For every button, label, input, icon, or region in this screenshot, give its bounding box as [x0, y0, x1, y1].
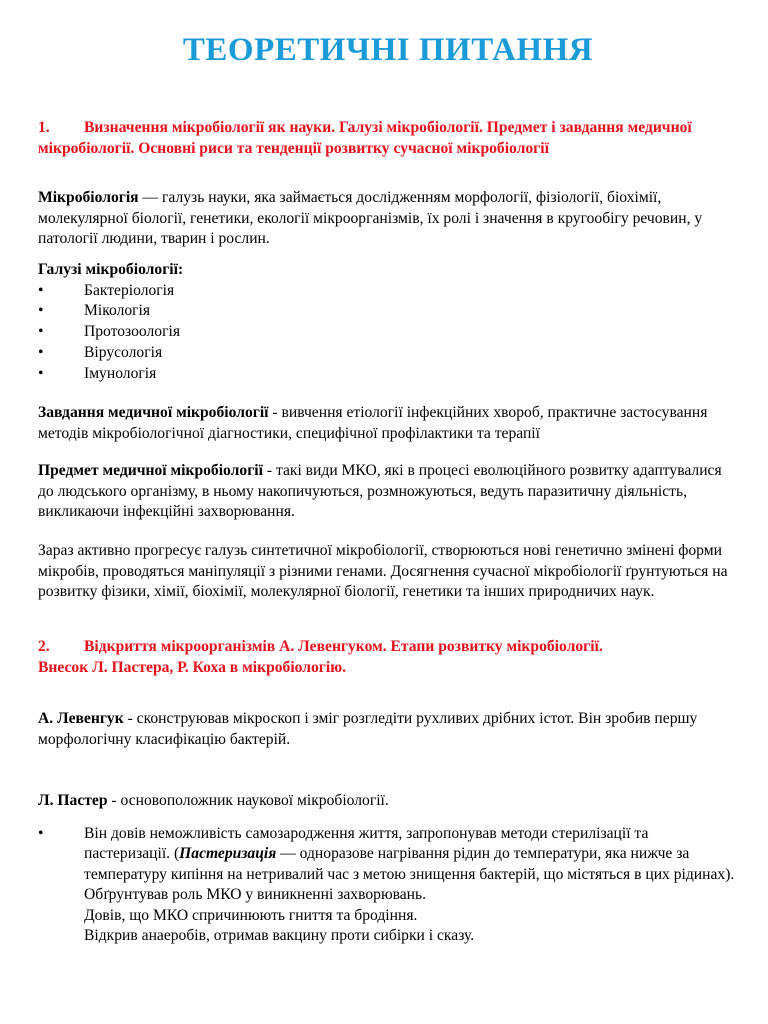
tasks-text: - вивчення етіології інфекційних хвороб, практичне застосування методів мікробіологічної діагностики, специфічної профілактики та терапії — [38, 404, 708, 442]
pasteurization-term: Пастеризація — [179, 845, 277, 863]
list-item — [38, 824, 738, 885]
list-item — [38, 322, 738, 343]
bullet: • — [38, 343, 44, 361]
list-item-text: Мікологія — [84, 302, 151, 320]
list-item-text: Протозоологія — [84, 323, 180, 341]
pasteur-term: Л. Пастер — [38, 792, 108, 809]
microbiology-text: — галузь науки, яка займається дослідженням морфології, фізіології, біохімії, молекулярної біології, генетики, екології мікроорганізмів, їх ролі і значення в кругообігу речовин, у патології людини, тварин і рослин. — [38, 189, 703, 247]
branches-section — [38, 260, 738, 384]
tasks-paragraph — [38, 403, 738, 444]
list-item — [0, 885, 738, 906]
subject-term: Предмет медичної мікробіології — [38, 462, 263, 479]
bullet: • — [38, 323, 44, 341]
question-1-text: Визначення мікробіології як науки. Галузі мікробіології. Предмет і завдання медичної мікробіології. Основні риси та тенденції розвитку сучасної мікробіології — [38, 119, 692, 157]
pasteur-paragraph — [38, 791, 738, 812]
leeuwenhoek-term: А. Левенгук — [38, 710, 124, 727]
pasteur-item-3: Довів, що МКО спричинюють гниття та бродіння. — [84, 906, 418, 924]
pasteur-list — [38, 824, 738, 947]
pasteur-item-1-b: — одноразове нагрівання рідин до температури, яка нижче за температуру кипіння на нетривалий час з метою знищення бактерій, що містяться в цих рідинах). — [84, 845, 735, 883]
question-2-line2: Внесок Л. Пастера, Р. Коха в мікробіологію. — [38, 658, 347, 676]
list-item — [0, 906, 738, 927]
subject-text: - такі види МКО, які в процесі еволюційного розвитку адаптувалися до людського організму, в ньому накопичуються, розмножуються, ведуть паразитичну діяльність, викликаючи інфекційні захворювання. — [38, 462, 722, 520]
microbiology-term: Мікробіологія — [38, 189, 139, 206]
leeuwenhoek-paragraph — [38, 709, 738, 750]
bullet: • — [38, 281, 44, 299]
question-1-number: 1. — [38, 119, 50, 136]
pasteur-item-4: Відкрив анаеробів, отримав вакцину проти сибірки і сказу. — [84, 927, 475, 945]
question-1-heading — [38, 118, 738, 159]
question-2-heading — [38, 637, 738, 678]
question-2-number: 2. — [38, 638, 50, 655]
bullet: • — [38, 825, 44, 842]
list-item — [38, 343, 738, 364]
list-item — [38, 281, 738, 302]
list-item — [0, 926, 738, 947]
bullet: • — [38, 364, 44, 382]
question-2-line1: Відкриття мікроорганізмів А. Левенгуком. Етапи розвитку мікробіології. — [84, 638, 603, 655]
subject-paragraph — [38, 461, 738, 523]
pasteur-text: - основоположник наукової мікробіології. — [107, 792, 389, 809]
leeuwenhoek-text: - сконструював мікроскоп і зміг розгледіти рухливих дрібних істот. Він зробив першу морфологічну класифікацію бактерій. — [38, 710, 698, 748]
pasteur-item-2: Обґрунтував роль МКО у виникненні захворювань. — [84, 885, 427, 903]
list-item-text: Бактеріологія — [84, 281, 175, 299]
pasteur-item-1-a: Він довів неможливість самозародження життя, запропонував методи стерилізації та пастеризації. ( — [84, 825, 649, 863]
synthetic-paragraph: Зараз активно прогресує галузь синтетичної мікробіології, створюються нові генетично змінені форми мікробів, проводяться маніпуляції з різними генами. Досягнення сучасної мікробіології ґрунтуються на розвитку фізики, хімії, біохімії, молекулярної біології, генетики та інших природничих наук. — [38, 542, 728, 600]
tasks-term: Завдання медичної мікробіології — [38, 404, 269, 421]
list-item — [38, 364, 738, 385]
page-title: ТЕОРЕТИЧНІ ПИТАННЯ — [182, 32, 594, 68]
list-item-text: Імунологія — [84, 364, 157, 382]
bullet: • — [38, 302, 44, 320]
list-item-text: Вірусологія — [84, 343, 163, 361]
microbiology-definition — [38, 188, 738, 250]
branches-heading: Галузі мікробіології: — [38, 261, 184, 278]
list-item — [38, 301, 738, 322]
